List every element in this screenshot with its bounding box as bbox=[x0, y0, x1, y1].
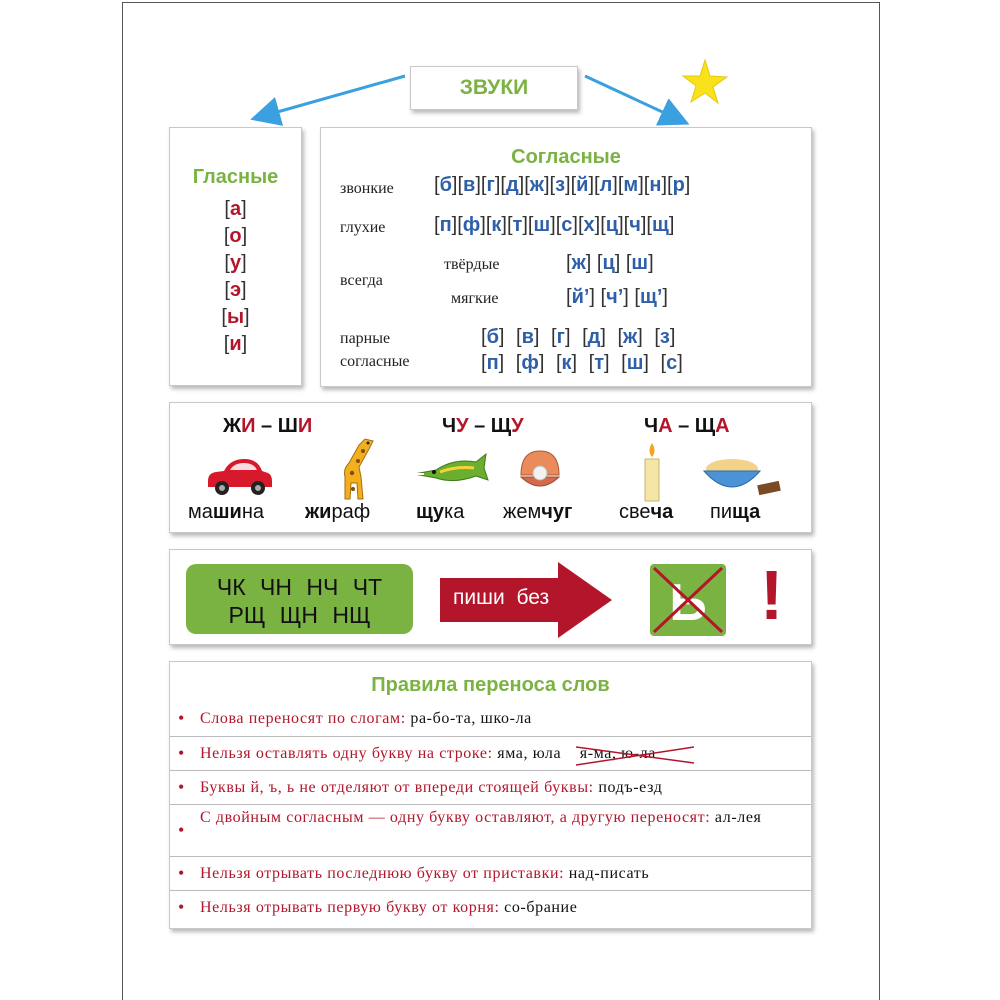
sound-token: [ф] bbox=[515, 352, 545, 374]
sound-token: [й’] bbox=[566, 286, 595, 308]
sound-token: [д] bbox=[582, 326, 606, 348]
word-zhiraf: жираф bbox=[305, 501, 371, 523]
sound-token: [з] bbox=[549, 174, 571, 196]
sound-token: [ж] bbox=[524, 174, 550, 196]
sound-token: [т] bbox=[588, 352, 610, 374]
arrow-to-vowels bbox=[256, 76, 405, 118]
sound-token: [щ] bbox=[646, 214, 675, 236]
combinations-panel bbox=[169, 549, 812, 645]
voiced-label: звонкие bbox=[340, 180, 394, 197]
combinations-line-2: РЩ ЩН НЩ bbox=[228, 602, 371, 628]
sound-token: [ш] bbox=[625, 252, 654, 274]
car-icon bbox=[200, 451, 275, 501]
hyphenation-rules-panel bbox=[169, 661, 812, 929]
word-svecha: свеча bbox=[619, 501, 674, 523]
rule-item: • С двойным согласным — одну букву оставляют, а другую переносят: ал-лея bbox=[170, 804, 811, 856]
sound-token: [в] bbox=[516, 326, 540, 348]
rule-item: • Слова переносят по слогам: ра-бо-та, шко-ла bbox=[178, 708, 532, 728]
sound-token: [ц] bbox=[596, 252, 621, 274]
vowel-item: [у] bbox=[224, 252, 247, 274]
sound-token: [н] bbox=[643, 174, 667, 196]
hard-label: твёрдые bbox=[444, 256, 500, 273]
combinations-line-1: ЧК ЧН НЧ ЧТ bbox=[216, 574, 383, 600]
soft-row bbox=[566, 286, 668, 309]
sound-token: [к] bbox=[555, 352, 578, 374]
candle-icon bbox=[637, 441, 667, 503]
paired-label-2: согласные bbox=[340, 353, 410, 370]
sound-token: [щ’] bbox=[634, 286, 668, 308]
sound-token: [с] bbox=[555, 214, 578, 236]
pike-fish-icon bbox=[410, 448, 490, 496]
star-icon bbox=[683, 60, 727, 103]
sound-token: [з] bbox=[654, 326, 676, 348]
sound-token: [п] bbox=[434, 214, 458, 236]
sound-token: [р] bbox=[667, 174, 691, 196]
vowels-list bbox=[170, 196, 301, 358]
sound-token: [с] bbox=[660, 352, 683, 374]
vowels-panel bbox=[169, 127, 302, 386]
exclamation-mark: ! bbox=[760, 556, 784, 634]
sound-token: [ш] bbox=[527, 214, 556, 236]
word-mashina: машина bbox=[188, 501, 265, 523]
paired-label-1: парные bbox=[340, 330, 391, 347]
sound-token: [й] bbox=[570, 174, 595, 196]
word-shchuka: щука bbox=[416, 501, 465, 523]
sound-token: [ч] bbox=[623, 214, 647, 236]
vowel-item: [о] bbox=[223, 225, 248, 247]
vowel-item: [а] bbox=[224, 198, 247, 220]
title-box bbox=[410, 66, 578, 110]
voiceless-row bbox=[434, 214, 674, 237]
sound-token: [б] bbox=[481, 326, 505, 348]
food-bowl-icon bbox=[700, 451, 785, 501]
sound-token: [б] bbox=[434, 174, 458, 196]
sound-token: [ж] bbox=[617, 326, 643, 348]
sound-token: [л] bbox=[594, 174, 618, 196]
word-pishcha: пища bbox=[710, 501, 761, 523]
voiced-row bbox=[434, 174, 690, 197]
combinations-badge bbox=[186, 564, 413, 634]
syllable-pair-chu-shchu: ЧУ – ЩУ bbox=[442, 415, 524, 437]
paired-voiced-row bbox=[481, 326, 675, 349]
giraffe-icon bbox=[323, 433, 383, 503]
rule-item: • Нельзя отрывать первую букву от корня: со-брание bbox=[170, 890, 811, 924]
vowel-item: [э] bbox=[224, 279, 247, 301]
sound-token: [г] bbox=[551, 326, 571, 348]
voiceless-label: глухие bbox=[340, 219, 386, 236]
strikethrough-icon bbox=[576, 743, 696, 767]
rule-item: • Нельзя отрывать последнюю букву от приставки: над-писать bbox=[170, 856, 811, 890]
sound-token: [х] bbox=[577, 214, 601, 236]
vowel-item: [ы] bbox=[221, 306, 250, 328]
write-without-text: пиши без bbox=[453, 586, 550, 609]
sound-token: [ф] bbox=[457, 214, 486, 236]
hyphenation-heading: Правила переноса слов bbox=[371, 674, 610, 696]
sound-token: [ж] bbox=[566, 252, 592, 274]
wrong-example: я-ма, ю-ла bbox=[580, 741, 656, 767]
sound-token: [г] bbox=[480, 174, 501, 196]
arrow-to-consonants bbox=[585, 76, 684, 122]
sound-token: [м] bbox=[617, 174, 644, 196]
vowels-heading: Гласные bbox=[192, 166, 279, 188]
sound-token: [ц] bbox=[600, 214, 624, 236]
sound-token: [т] bbox=[506, 214, 528, 236]
sound-token: [ш] bbox=[621, 352, 649, 374]
rule-item: • Буквы й, ъ, ь не отделяют от впереди стоящей буквы: подъ-езд bbox=[170, 770, 811, 804]
paired-voiceless-row bbox=[481, 352, 683, 375]
pearl-shell-icon bbox=[515, 445, 565, 500]
svg-text:Ь: Ь bbox=[669, 574, 707, 632]
sound-token: [к] bbox=[485, 214, 507, 236]
hard-row bbox=[566, 252, 654, 275]
syllable-pair-cha-shcha: ЧА – ЩА bbox=[644, 415, 730, 437]
consonants-panel bbox=[320, 127, 812, 387]
crossed-soft-sign-icon bbox=[650, 564, 726, 636]
word-zhemchug: жемчуг bbox=[503, 501, 573, 523]
sound-token: [ч’] bbox=[600, 286, 629, 308]
spelling-rules-panel bbox=[169, 402, 812, 533]
rule-item: • Нельзя оставлять одну букву на строке: яма, юла я-ма, ю-ла bbox=[170, 736, 811, 770]
sound-token: [в] bbox=[457, 174, 481, 196]
consonants-heading: Согласные bbox=[511, 146, 621, 168]
soft-label: мягкие bbox=[451, 290, 499, 307]
page-title: ЗВУКИ bbox=[459, 76, 529, 99]
always-label: всегда bbox=[340, 272, 383, 289]
sound-token: [д] bbox=[500, 174, 525, 196]
syllable-pair-zhi-shi: ЖИ – ШИ bbox=[223, 415, 313, 437]
vowel-item: [и] bbox=[223, 333, 248, 355]
sound-token: [п] bbox=[481, 352, 505, 374]
title-arrows bbox=[0, 0, 1000, 130]
